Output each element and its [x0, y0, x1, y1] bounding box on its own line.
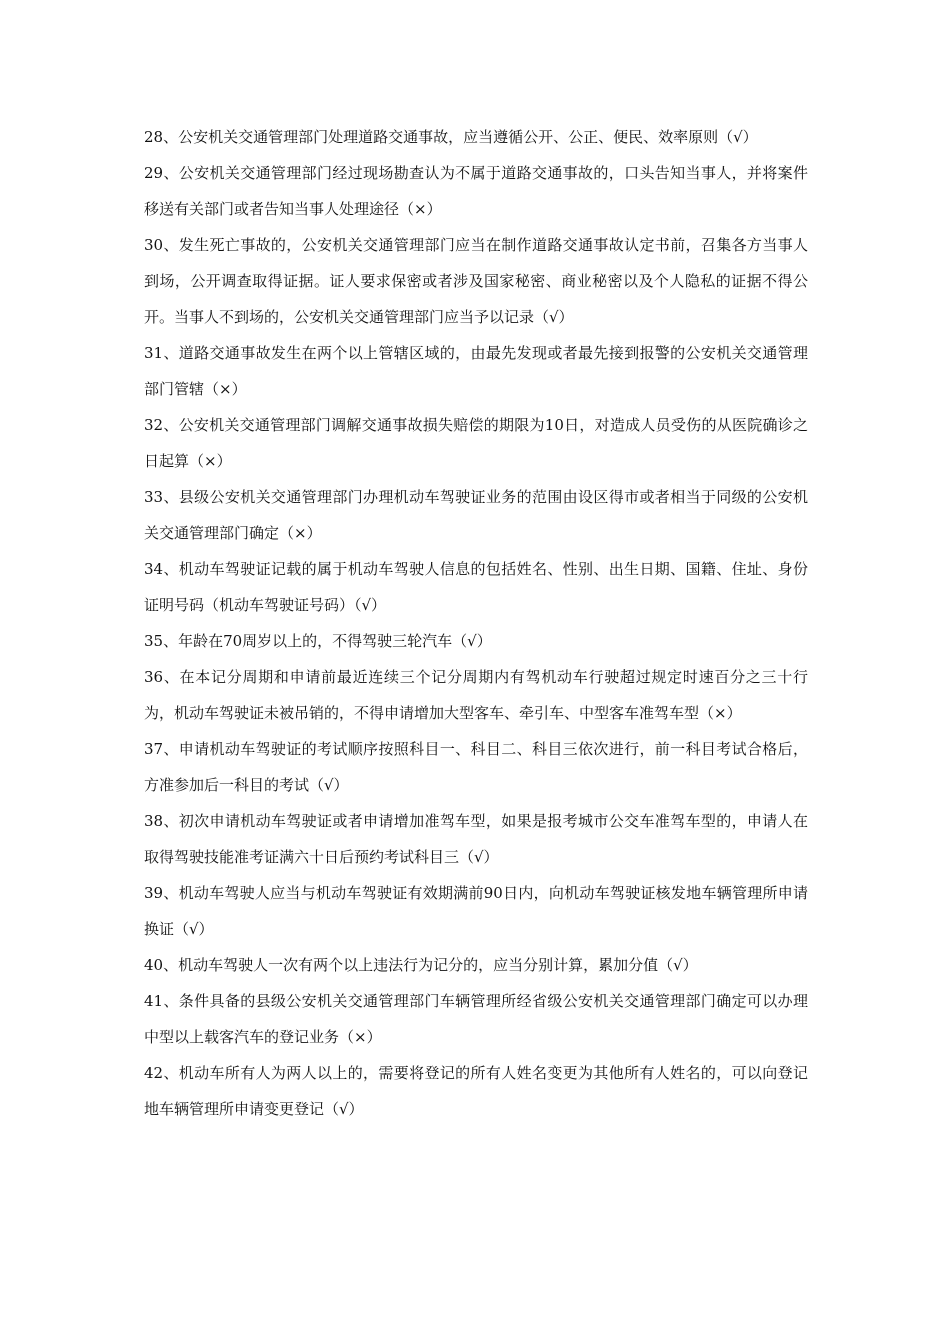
question-item-35: 35、年龄在70周岁以上的，不得驾驶三轮汽车（√） [144, 632, 492, 650]
question-item-37: 37、申请机动车驾驶证的考试顺序按照科目一、科目二、科目三依次进行，前一科目考试合格后，方准参加后一科目的考试（√） [144, 740, 808, 794]
question-item-38: 38、初次申请机动车驾驶证或者申请增加准驾车型，如果是报考城市公交车准驾车型的，申请人在取得驾驶技能准考证满六十日后预约考试科目三（√） [144, 812, 808, 866]
question-item-39: 39、机动车驾驶人应当与机动车驾驶证有效期满前90日内，向机动车驾驶证核发地车辆管理所申请换证（√） [144, 884, 808, 938]
question-item-41: 41、条件具备的县级公安机关交通管理部门车辆管理所经省级公安机关交通管理部门确定可以办理中型以上载客汽车的登记业务（×） [144, 992, 808, 1046]
question-item-40: 40、机动车驾驶人一次有两个以上违法行为记分的，应当分别计算，累加分值（√） [144, 956, 698, 974]
question-item-31: 31、道路交通事故发生在两个以上管辖区域的，由最先发现或者最先接到报警的公安机关交通管理部门管辖（×） [144, 344, 808, 398]
document-page [144, 119, 808, 1127]
question-item-32: 32、公安机关交通管理部门调解交通事故损失赔偿的期限为10日，对造成人员受伤的从医院确诊之日起算（×） [144, 416, 808, 470]
question-item-42: 42、机动车所有人为两人以上的，需要将登记的所有人姓名变更为其他所有人姓名的，可以向登记地车辆管理所申请变更登记（√） [144, 1064, 808, 1118]
question-item-36: 36、在本记分周期和申请前最近连续三个记分周期内有驾机动车行驶超过规定时速百分之三十行为，机动车驾驶证未被吊销的，不得申请增加大型客车、牵引车、中型客车准驾车型（×） [144, 668, 808, 722]
question-item-29: 29、公安机关交通管理部门经过现场勘查认为不属于道路交通事故的，口头告知当事人，并将案件移送有关部门或者告知当事人处理途径（×） [144, 164, 808, 218]
question-item-33: 33、县级公安机关交通管理部门办理机动车驾驶证业务的范围由设区得市或者相当于同级的公安机关交通管理部门确定（×） [144, 488, 808, 542]
question-item-30: 30、发生死亡事故的，公安机关交通管理部门应当在制作道路交通事故认定书前，召集各方当事人到场，公开调查取得证据。证人要求保密或者涉及国家秘密、商业秘密以及个人隐私的证据不得公开。当事人不到场的，公安机关交通管理部门应当予以记录（√） [144, 236, 808, 326]
question-item-28: 28、公安机关交通管理部门处理道路交通事故，应当遵循公开、公正、便民、效率原则（√） [144, 128, 758, 146]
question-item-34: 34、机动车驾驶证记载的属于机动车驾驶人信息的包括姓名、性别、出生日期、国籍、住址、身份证明号码（机动车驾驶证号码）（√） [144, 560, 808, 614]
